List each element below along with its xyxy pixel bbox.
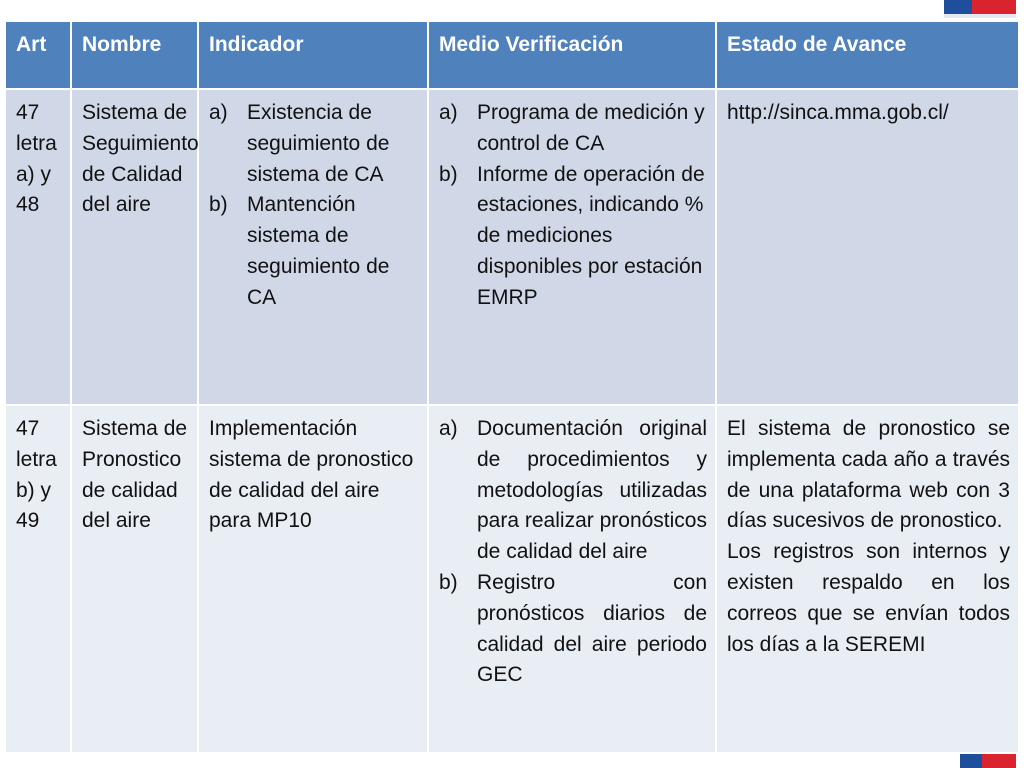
flag-underline <box>944 14 1016 18</box>
cell-indicador <box>198 89 428 405</box>
cell-estado-avance-link[interactable]: http://sinca.mma.gob.cl/ <box>716 89 1019 405</box>
header-indicador: Indicador <box>198 21 428 89</box>
header-art: Art <box>5 21 71 89</box>
cell-nombre: Sistema de Pronostico de calidad del aire <box>71 405 198 753</box>
flag-blue-stripe <box>960 754 982 768</box>
header-row <box>5 21 1019 89</box>
medio-list <box>439 414 707 691</box>
list-marker: a) <box>439 101 458 124</box>
medio-list <box>439 98 707 314</box>
list-text: Mantención sistema de seguimiento de CA <box>247 193 390 309</box>
estado-paragraph: Los registros son internos y existen respaldo en los correos que se envían todos los días a la SEREMI <box>727 540 1010 656</box>
cell-nombre: Sistema de Seguimiento de Calidad del aire <box>71 89 198 405</box>
estado-paragraph: El sistema de pronostico se implementa cada año a través de una plataforma web con 3 días sucesivos de pronostico. <box>727 417 1010 533</box>
list-item <box>209 98 419 190</box>
header-nombre: Nombre <box>71 21 198 89</box>
list-marker: b) <box>209 193 228 217</box>
cell-art: 47 letra a) y 48 <box>5 89 71 405</box>
list-marker: b) <box>439 162 458 186</box>
list-item <box>439 568 707 691</box>
flag-red-stripe <box>982 754 1016 768</box>
header-medio-verificacion: Medio Verificación <box>428 21 716 89</box>
list-text: Registro con pronósticos diarios de calidad del aire periodo GEC <box>477 570 707 687</box>
list-item <box>439 160 707 314</box>
header-estado-avance: Estado de Avance <box>716 21 1019 89</box>
flag-red-stripe <box>972 0 1016 14</box>
cell-medio-verificacion <box>428 405 716 753</box>
list-text: Existencia de seguimiento de sistema de CA <box>247 101 390 186</box>
cell-art: 47 letra b) y 49 <box>5 405 71 753</box>
list-text: Informe de operación de estaciones, indicando % de mediciones disponibles por estación EMRP <box>477 162 705 309</box>
list-text: Documentación original de procedimientos y metodologías utilizadas para realizar pronósticos de calidad del aire <box>477 417 707 564</box>
list-item <box>209 190 419 313</box>
list-marker: a) <box>439 417 458 440</box>
cell-medio-verificacion <box>428 89 716 405</box>
indicador-list <box>209 98 419 314</box>
flag-decoration <box>944 0 1016 14</box>
cell-estado-avance <box>716 405 1019 753</box>
flag-decoration-bottom <box>960 754 1016 768</box>
flag-blue-stripe <box>944 0 972 14</box>
table-row <box>5 405 1019 753</box>
indicators-table <box>4 20 1020 754</box>
table-row <box>5 89 1019 405</box>
list-item <box>439 414 707 568</box>
list-item <box>439 98 707 160</box>
list-marker: a) <box>209 101 228 124</box>
list-text: Programa de medición y control de CA <box>477 101 705 155</box>
list-marker: b) <box>439 570 458 594</box>
cell-indicador: Implementación sistema de pronostico de calidad del aire para MP10 <box>198 405 428 753</box>
